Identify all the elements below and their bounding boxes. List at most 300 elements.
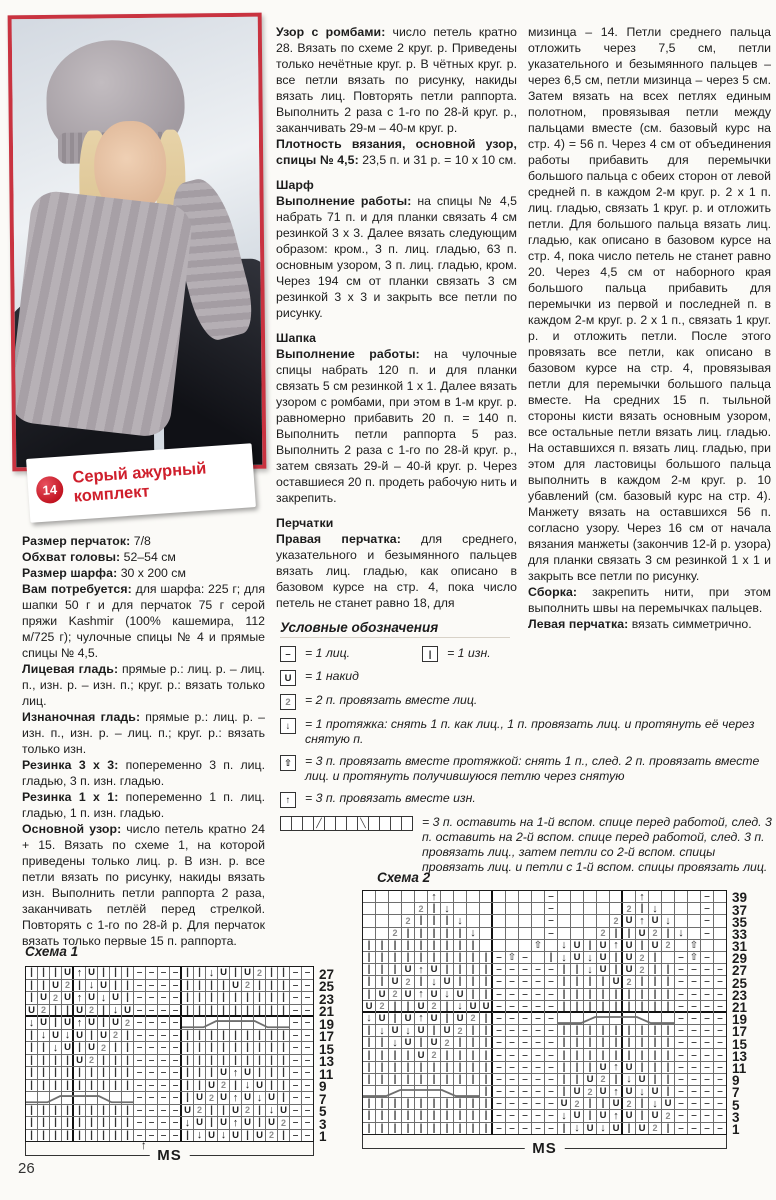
- chart-cell: |: [597, 1098, 609, 1109]
- legend-item-text: = 1 накид: [305, 669, 359, 683]
- chart-cell: |: [62, 1055, 73, 1067]
- chart-cell: |: [571, 989, 583, 1000]
- chart-cell: 2: [389, 928, 401, 939]
- chart-cell: |: [122, 967, 133, 979]
- chart-cell: –: [302, 1067, 313, 1079]
- chart-cell: U: [218, 1067, 229, 1079]
- chart-cell: |: [610, 1074, 622, 1085]
- chart-cell: |: [636, 1062, 648, 1073]
- chart-cell: |: [558, 976, 570, 987]
- chart-cell: |: [467, 1037, 479, 1048]
- chart-cell: |: [584, 1110, 596, 1121]
- chart-cell: |: [428, 1025, 440, 1036]
- chart-cell: ↓: [467, 928, 479, 939]
- chart-cell: ↓: [662, 915, 674, 926]
- chart-cell: [480, 891, 492, 902]
- chart-cell: ↑: [230, 1092, 241, 1104]
- chart-cell: |: [480, 1086, 492, 1097]
- chart-cell: –: [506, 989, 518, 1000]
- chart-cell: [480, 903, 492, 914]
- chart-cell: –: [532, 964, 544, 975]
- chart-cell: |: [363, 1049, 375, 1060]
- chart-cell: –: [134, 1067, 145, 1079]
- chart-cell: U: [415, 1049, 427, 1060]
- chart-cell: ↓: [206, 967, 217, 979]
- chart-cell: –: [519, 989, 531, 1000]
- chart-cell: U: [206, 1080, 217, 1092]
- chart-cell: |: [194, 1005, 205, 1017]
- model-title-line2: комплект: [73, 482, 151, 506]
- chart-cell: –: [714, 989, 726, 1000]
- chart-cell: |: [206, 1042, 217, 1054]
- chart-cell: |: [98, 1105, 109, 1117]
- chart-cell: –: [701, 1123, 713, 1134]
- chart-cell: –: [519, 1110, 531, 1121]
- knitted-scarf: [12, 189, 195, 439]
- chart-cell: 2: [376, 1001, 388, 1012]
- chart-cell: |: [584, 989, 596, 1000]
- chart-cell: –: [134, 1092, 145, 1104]
- chart-cell: –: [519, 976, 531, 987]
- chart-cell: –: [688, 1025, 700, 1036]
- chart-cell: |: [545, 952, 557, 963]
- chart-cell: |: [480, 1123, 492, 1134]
- chart-cell: |: [182, 980, 193, 992]
- chart-cell: –: [545, 915, 557, 926]
- paragraph: Резинка 3 х 3: попеременно 3 п. лиц. гладью, 3 п. изн. гладью.: [22, 758, 265, 788]
- chart-cell: |: [649, 1037, 661, 1048]
- chart-cell: |: [98, 1117, 109, 1129]
- chart-cell: –: [532, 976, 544, 987]
- chart-cell: –: [158, 1055, 169, 1067]
- chart-cell: |: [74, 1067, 85, 1079]
- chart-cell: U: [254, 1130, 265, 1142]
- chart-cell: [376, 915, 388, 926]
- chart-cell: |: [441, 1049, 453, 1060]
- chart-cell: –: [675, 1013, 687, 1024]
- chart-cell: –: [302, 1130, 313, 1142]
- chart-cell: |: [415, 1074, 427, 1085]
- chart-cell: [597, 891, 609, 902]
- chart-row-number: 17: [732, 1024, 748, 1040]
- chart-cell: –: [493, 1086, 505, 1097]
- chart-cell: [376, 891, 388, 902]
- chart-cell: [389, 891, 401, 902]
- chart-cell: –: [170, 1117, 181, 1129]
- legend-title: Условные обозначения: [280, 620, 510, 638]
- chart-cell: –: [170, 1042, 181, 1054]
- chart-cell: U: [98, 980, 109, 992]
- chart-cell: ↑: [610, 1086, 622, 1097]
- chart-cell: |: [230, 967, 241, 979]
- paragraph: Перчатки: [276, 516, 334, 530]
- chart-cell: |: [110, 1117, 121, 1129]
- chart-cell: ↓: [441, 903, 453, 914]
- chart-cell: –: [545, 891, 557, 902]
- chart-cell: –: [290, 1030, 301, 1042]
- chart-cell: |: [610, 1049, 622, 1060]
- chart-cell: –: [701, 1086, 713, 1097]
- chart-cell: U: [389, 976, 401, 987]
- chart-cell: –: [714, 1110, 726, 1121]
- chart-cell: U: [441, 976, 453, 987]
- chart-cell: |: [662, 928, 674, 939]
- chart-cell: |: [218, 992, 229, 1004]
- chart-cell: |: [454, 1062, 466, 1073]
- chart-cell: |: [649, 1049, 661, 1060]
- chart-cell: U: [402, 964, 414, 975]
- chart-cell: –: [302, 1080, 313, 1092]
- chart-cell: [389, 915, 401, 926]
- chart-row-number: 13: [319, 1054, 335, 1069]
- chart-cell: |: [610, 989, 622, 1000]
- chart-cell: |: [110, 1067, 121, 1079]
- chart-cell: [467, 1086, 479, 1097]
- chart-cell: –: [688, 1049, 700, 1060]
- chart-cell: |: [597, 976, 609, 987]
- chart-cell: |: [363, 1123, 375, 1134]
- chart-cell: |: [50, 1067, 61, 1079]
- chart-cell: |: [50, 967, 61, 979]
- chart-row-number: 19: [319, 1016, 335, 1032]
- chart-cell: –: [493, 1110, 505, 1121]
- chart-cell: 2: [454, 1025, 466, 1036]
- chart-cell: |: [415, 915, 427, 926]
- chart-cell: |: [182, 992, 193, 1004]
- chart-cell: U: [26, 1005, 37, 1017]
- chart-cell: –: [170, 980, 181, 992]
- chart-cell: –: [714, 1062, 726, 1073]
- chart-cell: |: [480, 1025, 492, 1036]
- chart-cell: –: [701, 1049, 713, 1060]
- chart-cell: ↓: [50, 1042, 61, 1054]
- chart-cell: [480, 940, 492, 951]
- chart-cell: |: [454, 1074, 466, 1085]
- chart-cell: |: [428, 952, 440, 963]
- chart-cell: [110, 1092, 121, 1104]
- chart-cell: 2: [242, 1105, 253, 1117]
- chart-cell: U: [623, 964, 635, 975]
- chart-cell: |: [558, 1074, 570, 1085]
- chart-cell: –: [134, 1017, 145, 1029]
- chart-cell: 2: [467, 1013, 479, 1024]
- chart-cell: U: [623, 1062, 635, 1073]
- chart-cell: |: [122, 1080, 133, 1092]
- chart-cell: |: [98, 1017, 109, 1029]
- chart-cell: U: [428, 989, 440, 1000]
- chart-row-number: 5: [732, 1097, 740, 1113]
- chart-cell: –: [290, 1080, 301, 1092]
- chart-cell: |: [441, 940, 453, 951]
- chart-cell: |: [389, 1098, 401, 1109]
- chart-row-number: 5: [319, 1104, 327, 1119]
- chart-cell: –: [532, 1037, 544, 1048]
- chart-cell: [571, 928, 583, 939]
- chart-cell: 2: [662, 940, 674, 951]
- legend-items: [280, 669, 774, 875]
- chart-cell: ↓: [558, 940, 570, 951]
- symbol-legend: [280, 620, 774, 882]
- chart-cell: 2: [662, 1110, 674, 1121]
- chart-cell: –: [519, 1086, 531, 1097]
- chart-cell: |: [278, 1005, 289, 1017]
- chart-row-number: 7: [732, 1085, 740, 1101]
- chart-cell: 2: [649, 928, 661, 939]
- chart-cell: [623, 891, 635, 902]
- chart-cell: |: [636, 1037, 648, 1048]
- chart-row-number: 9: [319, 1079, 327, 1094]
- chart-cell: |: [571, 1025, 583, 1036]
- chart-cell: |: [428, 903, 440, 914]
- chart-cell: |: [376, 976, 388, 987]
- chart-cell: [363, 915, 375, 926]
- chart-cell: |: [428, 1062, 440, 1073]
- chart-cell: |: [610, 1037, 622, 1048]
- chart-cell: ⇧: [533, 939, 543, 951]
- chart-cell: [363, 928, 375, 939]
- chart-cell: –: [302, 992, 313, 1004]
- chart-cell: |: [26, 1105, 37, 1117]
- chart-row-number: 15: [319, 1041, 335, 1057]
- chart-cell: |: [376, 1049, 388, 1060]
- chart-cell: [194, 1017, 205, 1029]
- chart-cell: U: [415, 1001, 427, 1012]
- chart-cell: [50, 1092, 61, 1104]
- chart-cell: [688, 928, 700, 939]
- model-number-badge: 14: [35, 475, 64, 504]
- chart-cell: –: [545, 1025, 557, 1036]
- chart-cell: –: [290, 1005, 301, 1017]
- chart-cell: |: [610, 1025, 622, 1036]
- chart-cell: –: [701, 964, 713, 975]
- chart-cell: [688, 915, 700, 926]
- chart-cell: U: [467, 1001, 479, 1012]
- chart-cell: |: [278, 1055, 289, 1067]
- chart-cell: –: [545, 1074, 557, 1085]
- cable-symbol-cell: [402, 817, 412, 830]
- chart-cell: –: [545, 976, 557, 987]
- chart-cell: |: [62, 1067, 73, 1079]
- legend-item: [422, 645, 491, 662]
- chart-cell: |: [441, 1110, 453, 1121]
- chart2-ms-label: MS: [524, 1140, 565, 1157]
- chart-cell: U: [454, 1013, 466, 1024]
- chart-cell: –: [688, 1074, 700, 1085]
- chart-row-number: 15: [732, 1036, 748, 1052]
- chart-cell: U: [571, 952, 583, 963]
- chart-cell: |: [467, 976, 479, 987]
- chart-cell: |: [662, 964, 674, 975]
- chart-cell: –: [158, 1017, 169, 1029]
- legend-item: [280, 645, 350, 662]
- chart-cell: –: [532, 1062, 544, 1073]
- chart-cell: |: [467, 1098, 479, 1109]
- chart-cell: –: [290, 1105, 301, 1117]
- chart-cell: U: [636, 1123, 648, 1134]
- chart-cell: U: [376, 1013, 388, 1024]
- cable-symbol-cell: [336, 817, 347, 830]
- chart-cell: [584, 928, 596, 939]
- chart-cell: –: [532, 1001, 544, 1012]
- chart-cell: –: [675, 1062, 687, 1073]
- chart-cell: –: [688, 1110, 700, 1121]
- chart-cell: |: [584, 1062, 596, 1073]
- chart-cell: |: [254, 980, 265, 992]
- chart-cell: U: [363, 1001, 375, 1012]
- chart-cell: U: [610, 1098, 622, 1109]
- chart-cell: 2: [402, 976, 414, 987]
- paragraph: Лицевая гладь: прямые р.: лиц. р. – лиц. п., изн. р. – изн. п.; круг. р.: вязать только лиц.: [22, 662, 265, 708]
- chart-cell: |: [266, 1030, 277, 1042]
- chart-cell: –: [545, 903, 557, 914]
- chart-cell: [714, 915, 726, 926]
- chart-cell: |: [110, 1105, 121, 1117]
- chart-cell: |: [266, 1005, 277, 1017]
- chart-cell: |: [110, 1042, 121, 1054]
- chart-cell: –: [158, 1117, 169, 1129]
- chart-cell: –: [134, 1117, 145, 1129]
- chart-cell: |: [610, 952, 622, 963]
- paragraph: Резинка 1 х 1: попеременно 1 п. лиц. гладью, 1 п. изн. гладью.: [22, 790, 265, 820]
- chart-cell: [714, 940, 726, 951]
- chart-row-number: 39: [732, 890, 748, 906]
- chart-cell: –: [506, 1049, 518, 1060]
- chart-cell: –: [134, 1130, 145, 1142]
- chart-cell: –: [290, 992, 301, 1004]
- chart-cell: U: [376, 989, 388, 1000]
- chart-cell: –: [146, 1130, 157, 1142]
- chart-cell: |: [50, 1055, 61, 1067]
- chart-cell: |: [441, 1123, 453, 1134]
- chart-cell: [558, 903, 570, 914]
- chart-cell: ↓: [454, 1001, 466, 1012]
- chart-cell: |: [389, 1074, 401, 1085]
- chart-cell: [218, 1017, 229, 1029]
- chart-cell: [266, 1017, 277, 1029]
- chart-cell: –: [701, 989, 713, 1000]
- chart-cell: [506, 903, 518, 914]
- chart-cell: |: [218, 1005, 229, 1017]
- chart-cell: |: [218, 1105, 229, 1117]
- chart-cell: [428, 1086, 440, 1097]
- chart-cell: |: [415, 1110, 427, 1121]
- chart-cell: |: [454, 1123, 466, 1134]
- chart-cell: –: [688, 1013, 700, 1024]
- chart-cell: |: [571, 976, 583, 987]
- chart-cell: –: [545, 1062, 557, 1073]
- chart-cell: ↓: [218, 1130, 229, 1142]
- chart-cell: |: [266, 1080, 277, 1092]
- chart-cell: –: [493, 1037, 505, 1048]
- chart-cell: |: [467, 1074, 479, 1085]
- chart-cell: 2: [266, 1130, 277, 1142]
- chart-cell: |: [636, 940, 648, 951]
- chart-cell: 2: [415, 903, 427, 914]
- chart-cell: |: [74, 1130, 85, 1142]
- chart-cell: 2: [98, 1042, 109, 1054]
- chart-cell: U: [402, 1037, 414, 1048]
- chart-cell: |: [649, 976, 661, 987]
- chart-cell: |: [74, 980, 85, 992]
- chart-cell: ↑: [636, 891, 648, 902]
- chart-cell: –: [701, 915, 713, 926]
- chart-cell: –: [146, 1080, 157, 1092]
- chart-cell: |: [182, 1030, 193, 1042]
- chart-cell: U: [50, 980, 61, 992]
- chart-cell: |: [649, 1025, 661, 1036]
- chart-cell: |: [26, 1080, 37, 1092]
- chart-cell: –: [290, 1067, 301, 1079]
- chart-cell: |: [110, 1080, 121, 1092]
- chart-cell: U: [402, 1013, 414, 1024]
- chart-cell: –: [158, 1092, 169, 1104]
- chart-cell: |: [98, 1130, 109, 1142]
- chart-cell: U: [480, 1001, 492, 1012]
- chart-cell: |: [206, 1030, 217, 1042]
- chart-cell: U: [558, 1098, 570, 1109]
- chart-cell: |: [194, 980, 205, 992]
- paragraph: Шапка: [276, 331, 317, 345]
- chart-cell: ↓: [62, 1030, 73, 1042]
- chart-cell: |: [230, 1005, 241, 1017]
- chart-cell: U: [266, 1092, 277, 1104]
- chart-cell: [230, 1017, 241, 1029]
- chart-cell: |: [662, 1074, 674, 1085]
- chart-cell: |: [636, 903, 648, 914]
- chart-cell: 2: [636, 952, 648, 963]
- chart-cell: –: [688, 1123, 700, 1134]
- chart-cell: U: [597, 1110, 609, 1121]
- chart-cell: 2: [122, 1017, 133, 1029]
- chart-cell: –: [302, 980, 313, 992]
- chart-cell: |: [182, 1092, 193, 1104]
- chart-cell: [519, 940, 531, 951]
- chart-cell: |: [597, 1049, 609, 1060]
- chart-cell: |: [558, 989, 570, 1000]
- chart-cell: |: [26, 1067, 37, 1079]
- chart-cell: |: [50, 1105, 61, 1117]
- chart-cell: [584, 903, 596, 914]
- chart-cell: –: [170, 992, 181, 1004]
- chart-cell: |: [649, 952, 661, 963]
- chart-cell: –: [532, 1098, 544, 1109]
- chart-cell: |: [597, 989, 609, 1000]
- chart-cell: U: [62, 992, 73, 1004]
- chart-cell: |: [467, 964, 479, 975]
- legend-item-text: = 1 лиц.: [305, 646, 351, 660]
- chart-cell: [376, 1086, 388, 1097]
- chart-cell: –: [146, 1092, 157, 1104]
- cable-symbol-cell: [391, 817, 402, 830]
- cable-symbol-icon: [280, 816, 413, 831]
- chart-cell: 2: [428, 1001, 440, 1012]
- chart-cell: |: [402, 940, 414, 951]
- model-title-line1: Серый ажурный: [71, 459, 207, 487]
- chart-cell: 2: [194, 1105, 205, 1117]
- chart-cell: –: [290, 1117, 301, 1129]
- chart-cell: |: [376, 952, 388, 963]
- chart-cell: |: [636, 1001, 648, 1012]
- legend-item: [280, 693, 774, 710]
- chart-cell: |: [649, 1062, 661, 1073]
- chart-cell: –: [302, 1042, 313, 1054]
- chart-cell: [584, 915, 596, 926]
- chart-cell: |: [122, 1030, 133, 1042]
- chart-cell: |: [558, 1123, 570, 1134]
- chart-cell: |: [38, 1055, 49, 1067]
- chart-cell: |: [610, 1001, 622, 1012]
- chart-cell: ↓: [558, 1110, 570, 1121]
